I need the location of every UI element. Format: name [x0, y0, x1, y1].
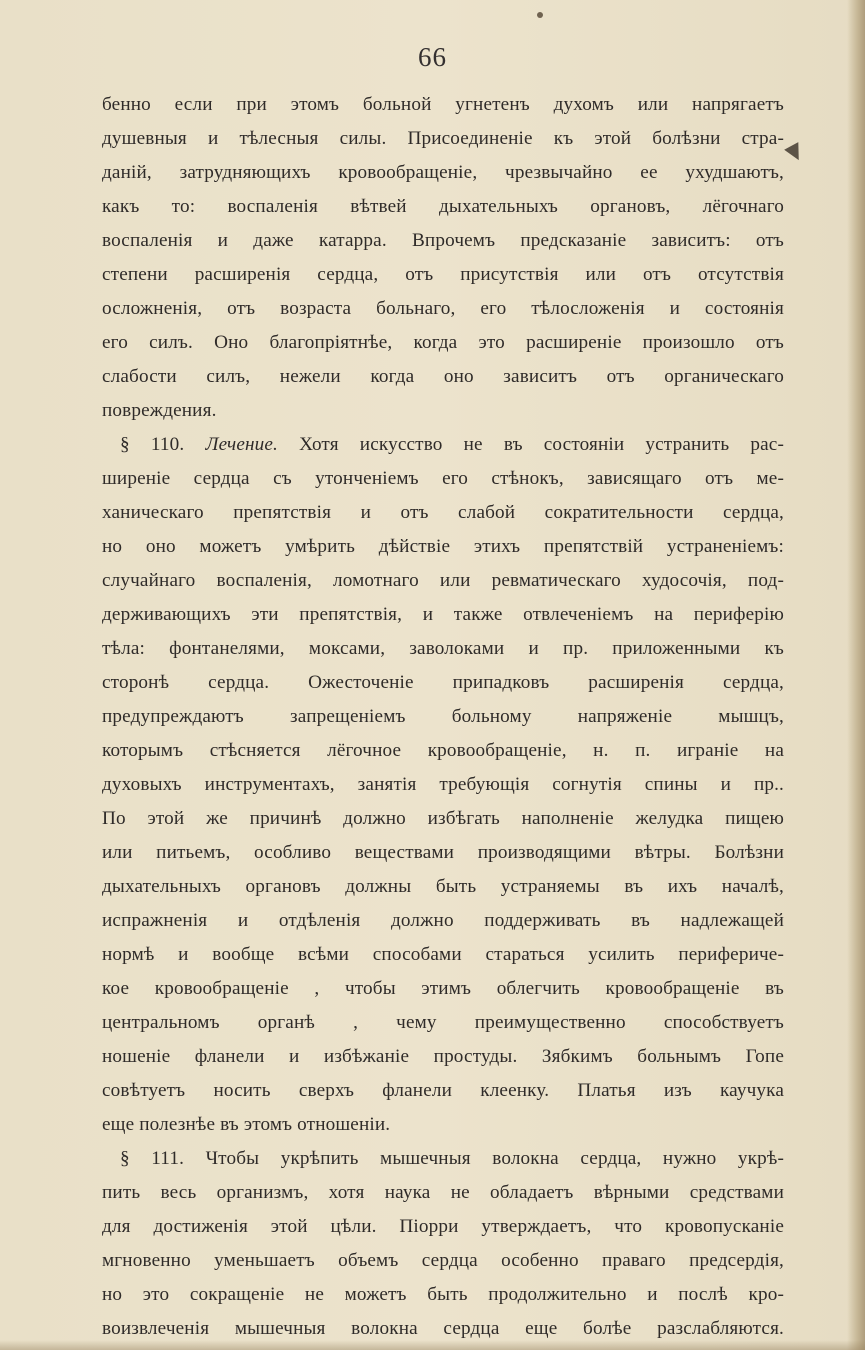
text-line: его силъ. Оно благопріятнѣе, когда это расширеніе произошло отъ [102, 332, 784, 353]
text-line: совѣтуетъ носить сверхъ фланели клеенку. Платья изъ каучука [102, 1080, 784, 1101]
text-line: дыхательныхъ органовъ должны быть устраняемы въ ихъ началѣ, [102, 876, 784, 897]
text-line: центральномъ органѣ , чему преимущественно способствуетъ [102, 1012, 784, 1033]
section-title: Лечение. [205, 434, 279, 455]
text-line: испражненія и отдѣленія должно поддерживать въ надлежащей [102, 910, 784, 931]
text-line: бенно если при этомъ больной угнетенъ духомъ или напрягаетъ [102, 94, 784, 115]
text-line: для достиженія этой цѣли. Піорри утверждаетъ, что кровопусканіе [102, 1216, 784, 1237]
text-line: ширеніе сердца съ утонченіемъ его стѣнокъ, зависящаго отъ ме- [102, 468, 784, 489]
text-line: держивающихъ эти препятствія, и также отвлеченіемъ на периферію [102, 604, 784, 625]
text-line: осложненія, отъ возраста больнаго, его тѣлосложенія и состоянія [102, 298, 784, 319]
section-text: Хотя искусство не въ состояніи устранить рас- [299, 434, 784, 455]
text-line: но это сокращеніе не можетъ быть продолжительно и послѣ кро- [102, 1284, 784, 1305]
text-line: По этой же причинѣ должно избѣгать наполненіе желудка пищею [102, 808, 784, 829]
text-line: ханическаго препятствія и отъ слабой сократительности сердца, [102, 502, 784, 523]
text-line: § 111. Чтобы укрѣпить мышечныя волокна сердца, нужно укрѣ- [120, 1148, 784, 1169]
text-line: духовыхъ инструментахъ, занятія требующія согнутія спины и пр.. [102, 774, 784, 795]
text-line: тѣла: фонтанелями, моксами, заволоками и пр. приложенными къ [102, 638, 784, 659]
page-number: 66 [418, 42, 447, 72]
text-line: но оно можетъ умѣрить дѣйствіе этихъ препятствій устраненіемъ: [102, 536, 784, 557]
text-line: воспаленія и даже катарра. Впрочемъ предсказаніе зависитъ: отъ [102, 230, 784, 251]
text-line: или питьемъ, особливо веществами производящими вѣтры. Болѣзни [102, 842, 784, 863]
text-line: нормѣ и вообще всѣми способами стараться усилить перифериче- [102, 944, 784, 965]
text-line: сторонѣ сердца. Ожесточеніе припадковъ расширенія сердца, [102, 672, 784, 693]
ink-speck [537, 12, 543, 18]
section-heading-line [102, 428, 784, 462]
text-line: повреждения. [102, 400, 217, 421]
section-number: § 110. [120, 434, 185, 455]
text-line: воизвлеченія мышечныя волокна сердца еще болѣе разслабляются. [102, 1318, 784, 1339]
text-line: еще полезнѣе въ этомъ отношеніи. [102, 1114, 391, 1135]
text-line: душевныя и тѣлесныя силы. Присоединеніе къ этой болѣзни стра- [102, 128, 784, 149]
text-line: кое кровообращеніе , чтобы этимъ облегчить кровообращеніе въ [102, 978, 784, 999]
text-line: мгновенно уменьшаетъ объемъ сердца особенно праваго предсердія, [102, 1250, 784, 1271]
text-line: предупреждаютъ запрещеніемъ больному напряженіе мышцъ, [102, 706, 784, 727]
page-text [102, 88, 784, 1346]
text-line: случайнаго воспаленія, ломотнаго или ревматическаго худосочія, под- [102, 570, 784, 591]
text-line: степени расширенія сердца, отъ присутствія или отъ отсутствія [102, 264, 784, 285]
margin-mark [784, 142, 806, 164]
text-line: слабости силъ, нежели когда оно зависитъ отъ органическаго [102, 366, 784, 387]
text-line: которымъ стѣсняется лёгочное кровообращеніе, н. п. играніе на [102, 740, 784, 761]
text-line: какъ то: воспаленія вѣтвей дыхательныхъ органовъ, лёгочнаго [102, 196, 784, 217]
text-line: пить весь организмъ, хотя наука не обладаетъ вѣрными средствами [102, 1182, 784, 1203]
text-line: ношеніе фланели и избѣжаніе простуды. Зябкимъ больнымъ Гопе [102, 1046, 784, 1067]
page-edge-shadow [847, 0, 865, 1350]
text-line: даній, затрудняющихъ кровообращеніе, чрезвычайно ее ухудшаютъ, [102, 162, 784, 183]
